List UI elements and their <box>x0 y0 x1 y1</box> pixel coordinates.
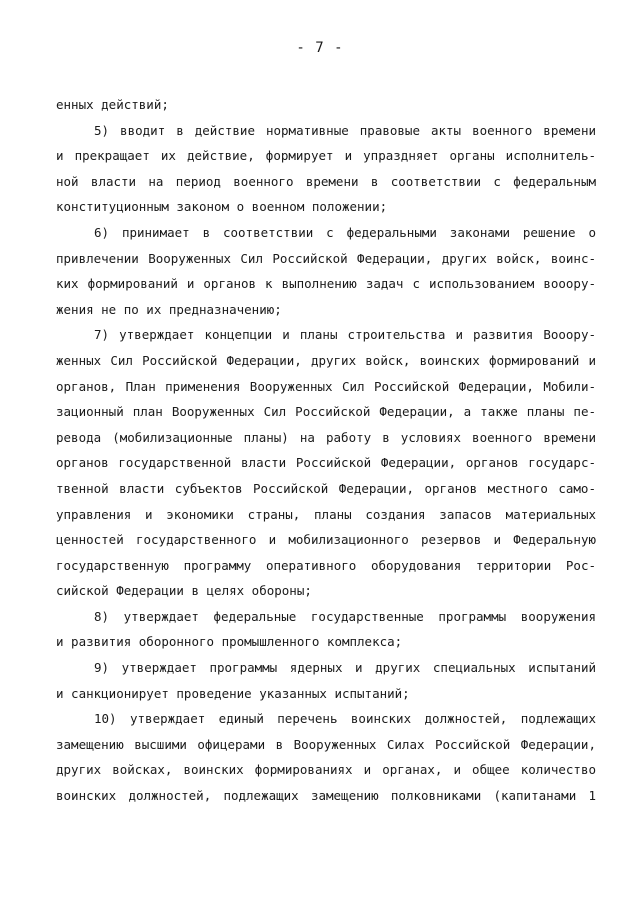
text-line: ной власти на период военного времени в соответствии с федеральным <box>56 173 596 189</box>
text-line: енных действий; <box>56 97 169 112</box>
text-line: твенной власти субъектов Российской Федерации, органов местного само- <box>56 480 596 496</box>
text-line: конституционным законом о военном положении; <box>56 199 388 215</box>
text-line: 10) утверждает единый перечень воинских должностей, подлежащих <box>94 711 596 727</box>
text-line: зационный план Вооруженных Сил Российской Федерации, а также планы пе- <box>56 404 596 420</box>
text-line: ценностей государственного и мобилизационного резервов и Федеральную <box>56 532 596 548</box>
text-line: и санкционирует проведение указанных испытаний; <box>56 685 410 701</box>
text-line: органов государственной власти Российской Федерации, органов государс- <box>56 455 596 471</box>
text-line: органов, План применения Вооруженных Сил Российской Федерации, Мобили- <box>56 378 596 394</box>
text-line: 6) принимает в соответствии с федеральными законами решение о <box>94 224 596 240</box>
text-line: 8) утверждает федеральные государственные программы вооружения <box>94 608 596 624</box>
body-text <box>56 92 596 809</box>
text-line: сийской Федерации в целях обороны; <box>56 583 312 599</box>
text-line: и развития оборонного промышленного комплекса; <box>56 634 403 650</box>
text-line: управления и экономики страны, планы создания запасов материальных <box>56 506 596 522</box>
text-line: замещению высшими офицерами в Вооруженных Силах Российской Федерации, <box>56 736 596 752</box>
text-line: 5) вводит в действие нормативные правовые акты военного времени <box>94 122 596 138</box>
text-line: женных Сил Российской Федерации, других войск, воинских формирований и <box>56 352 596 368</box>
text-line: 9) утверждает программы ядерных и других специальных испытаний <box>94 660 596 676</box>
text-line: ких формирований и органов к выполнению задач с использованием вооору- <box>56 276 596 292</box>
text-line: и прекращает их действие, формирует и упраздняет органы исполнитель- <box>56 148 596 164</box>
text-line: привлечении Вооруженных Сил Российской Федерации, других войск, воинс- <box>56 250 596 266</box>
text-line: государственную программу оперативного оборудования территории Рос- <box>56 557 596 573</box>
text-line: других войсках, воинских формированиях и органах, и общее количество <box>56 762 596 778</box>
text-line: 7) утверждает концепции и планы строительства и развития Вооору- <box>94 327 596 343</box>
text-line: воинских должностей, подлежащих замещению полковниками (капитанами 1 <box>56 788 596 804</box>
page-number: - 7 - <box>296 40 344 56</box>
text-line: жения не по их предназначению; <box>56 301 282 317</box>
text-line: ревода (мобилизационные планы) на работу в условиях военного времени <box>56 429 596 445</box>
